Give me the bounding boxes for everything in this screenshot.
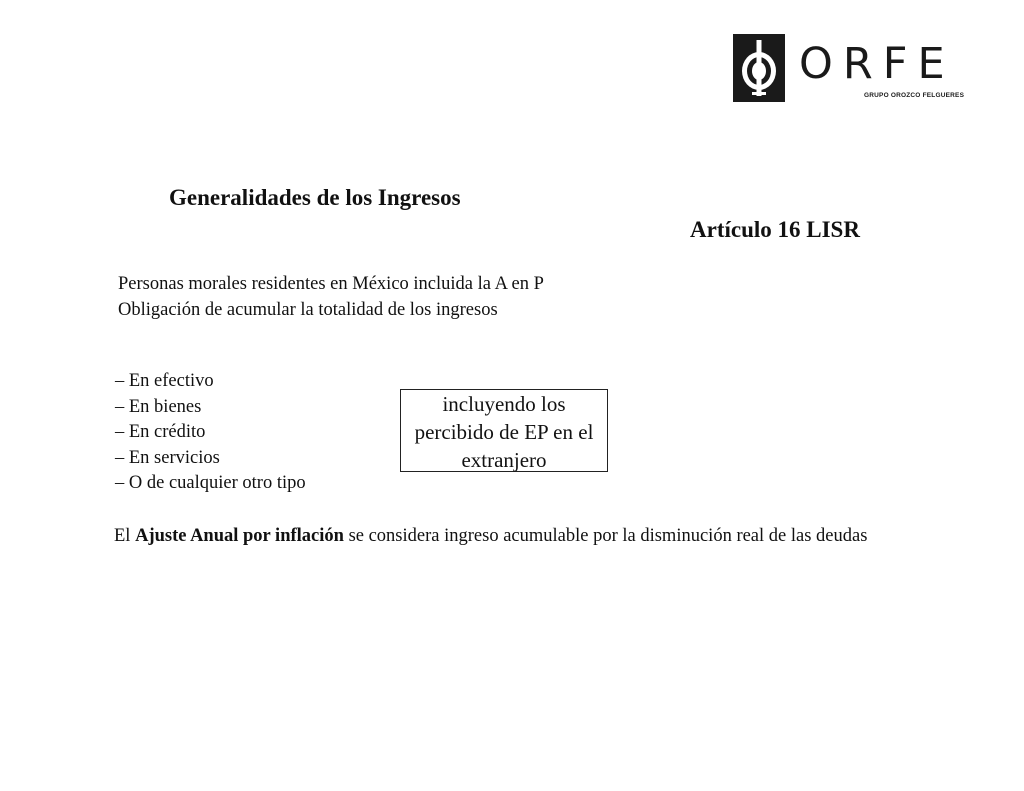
intro-text	[118, 271, 544, 323]
foreign-income-callout	[400, 389, 608, 472]
paragraph-bold-term: Ajuste Anual por inflación	[135, 526, 344, 546]
list-item: – En servicios	[115, 447, 220, 468]
callout-line-3: extranjero	[461, 448, 547, 472]
paragraph-rest: se considera ingreso acumulable por la disminución real de las deudas	[343, 526, 868, 546]
logo-subtitle: GRUPO OROZCO FELGUERES	[864, 92, 965, 99]
income-types-list	[115, 369, 306, 497]
paragraph-lead: El	[114, 526, 136, 546]
company-logo	[733, 34, 965, 104]
list-item: – En efectivo	[115, 371, 214, 391]
callout-line-2: percibido de EP en el	[414, 420, 594, 444]
article-reference: Artículo 16 LISR	[690, 217, 860, 242]
page-title: Generalidades de los Ingresos	[169, 185, 461, 210]
intro-line-1: Personas morales residentes en México incluida la A en P	[118, 274, 544, 294]
callout-line-1: incluyendo los	[442, 392, 566, 416]
list-item: – En bienes	[115, 396, 202, 417]
phi-emblem-icon	[733, 34, 785, 102]
list-item: – En crédito	[115, 422, 206, 442]
logo-wordmark: ORFE	[799, 39, 955, 89]
inflation-adjustment-paragraph	[114, 523, 906, 549]
intro-line-2: Obligación de acumular la totalidad de los ingresos	[118, 300, 498, 320]
list-item: – O de cualquier otro tipo	[115, 473, 306, 493]
